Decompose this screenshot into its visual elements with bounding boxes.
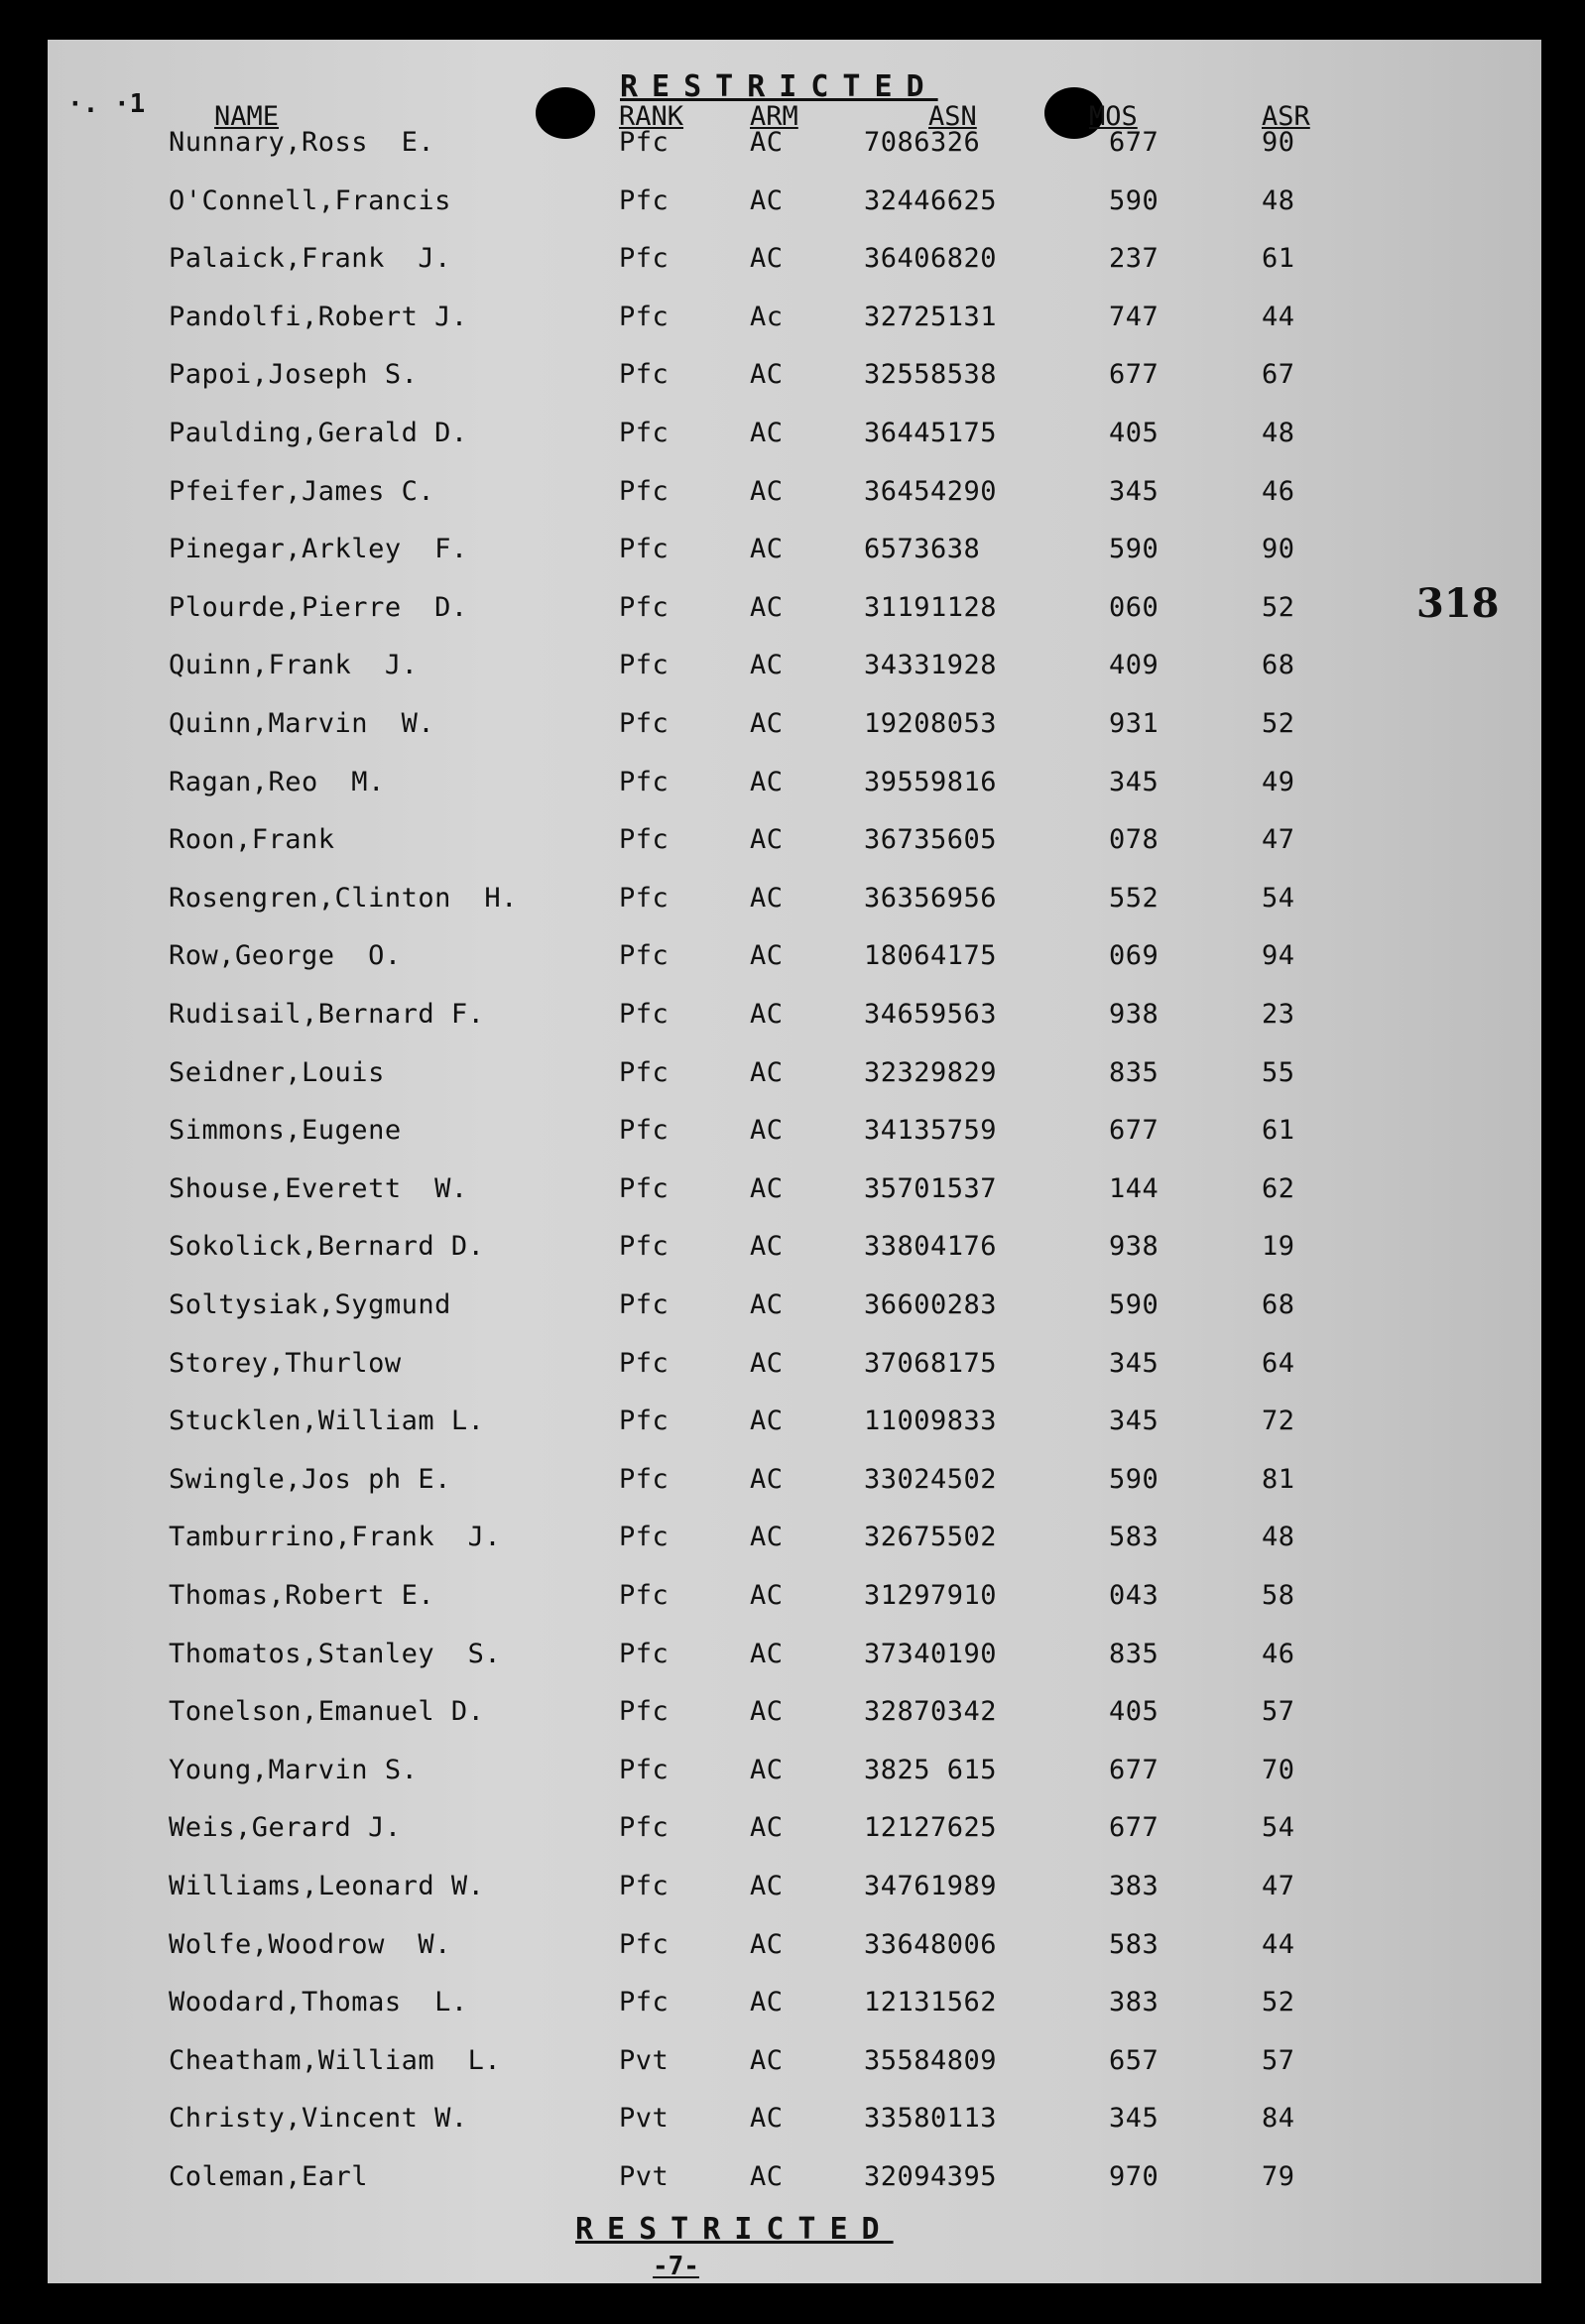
cell-rank: Pfc <box>619 359 670 391</box>
cell-asn: 19208053 <box>864 708 998 739</box>
cell-asr: 94 <box>1262 940 1295 972</box>
cell-arm: AC <box>750 1347 784 1379</box>
cell-asr: 48 <box>1262 1522 1295 1553</box>
table-row <box>48 2103 1541 2142</box>
cell-name: Papoi,Joseph S. <box>169 359 419 391</box>
cell-asr: 58 <box>1262 1580 1295 1611</box>
table-row <box>48 476 1541 516</box>
cell-mos: 345 <box>1109 475 1159 507</box>
cell-rank: Pfc <box>619 475 670 507</box>
cell-asn: 33648006 <box>864 1928 998 1960</box>
cell-arm: AC <box>750 1987 784 2018</box>
cell-rank: Pfc <box>619 1347 670 1379</box>
cell-asr: 46 <box>1262 475 1295 507</box>
cell-name: Shouse,Everett W. <box>169 1172 468 1204</box>
table-row <box>48 1812 1541 1852</box>
cell-rank: Pfc <box>619 1056 670 1088</box>
cell-mos: 970 <box>1109 2161 1159 2192</box>
table-row <box>48 1115 1541 1155</box>
table-row <box>48 883 1541 922</box>
cell-rank: Pfc <box>619 184 670 216</box>
cell-arm: AC <box>750 1289 784 1320</box>
cell-asn: 32558538 <box>864 359 998 391</box>
column-header-asn: ASN <box>928 101 977 132</box>
cell-name: Seidner,Louis <box>169 1056 385 1088</box>
cell-rank: Pfc <box>619 1172 670 1204</box>
cell-mos: 144 <box>1109 1172 1159 1204</box>
cell-asn: 35701537 <box>864 1172 998 1204</box>
cell-arm: AC <box>750 184 784 216</box>
table-row <box>48 1406 1541 1445</box>
cell-mos: 060 <box>1109 591 1159 623</box>
cell-mos: 835 <box>1109 1638 1159 1669</box>
cell-name: Young,Marvin S. <box>169 1754 419 1785</box>
cell-mos: 552 <box>1109 882 1159 914</box>
cell-asn: 32675502 <box>864 1522 998 1553</box>
cell-name: Stucklen,William L. <box>169 1406 485 1437</box>
cell-asr: 48 <box>1262 184 1295 216</box>
table-row <box>48 1289 1541 1329</box>
cell-rank: Pfc <box>619 1406 670 1437</box>
cell-arm: AC <box>750 1871 784 1901</box>
cell-asr: 67 <box>1262 359 1295 391</box>
cell-asn: 37340190 <box>864 1638 998 1669</box>
cell-mos: 345 <box>1109 1406 1159 1437</box>
table-row <box>48 1755 1541 1794</box>
cell-asn: 31191128 <box>864 591 998 623</box>
cell-rank: Pfc <box>619 1638 670 1669</box>
cell-rank: Pfc <box>619 1812 670 1844</box>
cell-asr: 47 <box>1262 824 1295 856</box>
cell-asr: 47 <box>1262 1871 1295 1901</box>
cell-asn: 33024502 <box>864 1463 998 1495</box>
table-row <box>48 1348 1541 1388</box>
cell-arm: AC <box>750 534 784 565</box>
cell-asn: 32094395 <box>864 2161 998 2192</box>
cell-name: Cheatham,William L. <box>169 2044 502 2076</box>
cell-name: Rudisail,Bernard F. <box>169 999 485 1030</box>
cell-mos: 677 <box>1109 1115 1159 1147</box>
cell-asn: 18064175 <box>864 940 998 972</box>
cell-rank: Pvt <box>619 2044 670 2076</box>
cell-arm: AC <box>750 1522 784 1553</box>
cell-name: Ragan,Reo M. <box>169 766 385 797</box>
cell-name: Pandolfi,Robert J. <box>169 301 468 332</box>
cell-name: Coleman,Earl <box>169 2161 369 2192</box>
cell-name: Quinn,Frank J. <box>169 650 419 681</box>
table-row <box>48 824 1541 864</box>
cell-asn: 12127625 <box>864 1812 998 1844</box>
cell-name: Swingle,Jos ph E. <box>169 1463 451 1495</box>
table-row <box>48 1173 1541 1213</box>
cell-asn: 7086326 <box>864 127 981 158</box>
cell-asn: 3825 615 <box>864 1754 998 1785</box>
cell-rank: Pfc <box>619 534 670 565</box>
cell-asn: 34761989 <box>864 1871 998 1901</box>
corner-marks: ·. ·1 <box>67 89 146 119</box>
cell-mos: 938 <box>1109 999 1159 1030</box>
cell-name: O'Connell,Francis <box>169 184 451 216</box>
cell-asn: 31297910 <box>864 1580 998 1611</box>
cell-asn: 34331928 <box>864 650 998 681</box>
table-row <box>48 999 1541 1039</box>
cell-mos: 583 <box>1109 1928 1159 1960</box>
cell-name: Pinegar,Arkley F. <box>169 534 468 565</box>
cell-asn: 34135759 <box>864 1115 998 1147</box>
cell-asr: 81 <box>1262 1463 1295 1495</box>
cell-name: Paulding,Gerald D. <box>169 418 468 448</box>
table-row <box>48 767 1541 806</box>
cell-rank: Pfc <box>619 301 670 332</box>
cell-asr: 49 <box>1262 766 1295 797</box>
cell-name: Wolfe,Woodrow W. <box>169 1928 451 1960</box>
table-row <box>48 1639 1541 1678</box>
cell-mos: 590 <box>1109 184 1159 216</box>
column-header-rank: RANK <box>619 101 684 132</box>
cell-name: Tamburrino,Frank J. <box>169 1522 502 1553</box>
cell-asr: 90 <box>1262 127 1295 158</box>
cell-mos: 931 <box>1109 708 1159 739</box>
cell-rank: Pfc <box>619 999 670 1030</box>
table-row <box>48 650 1541 689</box>
cell-name: Simmons,Eugene <box>169 1115 402 1147</box>
cell-mos: 590 <box>1109 1289 1159 1320</box>
cell-mos: 590 <box>1109 534 1159 565</box>
cell-asn: 6573638 <box>864 534 981 565</box>
cell-asr: 54 <box>1262 882 1295 914</box>
cell-rank: Pfc <box>619 1928 670 1960</box>
cell-asn: 36600283 <box>864 1289 998 1320</box>
cell-asn: 33804176 <box>864 1231 998 1263</box>
cell-rank: Pfc <box>619 1580 670 1611</box>
cell-arm: AC <box>750 475 784 507</box>
page-stamp-number: 318 <box>1416 580 1500 627</box>
cell-rank: Pvt <box>619 2161 670 2192</box>
cell-mos: 938 <box>1109 1231 1159 1263</box>
table-row <box>48 418 1541 457</box>
table-row <box>48 940 1541 980</box>
table-row <box>48 1522 1541 1561</box>
cell-asr: 46 <box>1262 1638 1295 1669</box>
cell-arm: AC <box>750 1231 784 1263</box>
column-header-arm: ARM <box>750 101 798 132</box>
cell-name: Rosengren,Clinton H. <box>169 882 518 914</box>
cell-rank: Pfc <box>619 650 670 681</box>
cell-asr: 61 <box>1262 243 1295 275</box>
table-row <box>48 708 1541 748</box>
cell-arm: AC <box>750 1696 784 1728</box>
cell-rank: Pfc <box>619 824 670 856</box>
cell-arm: AC <box>750 1928 784 1960</box>
table-row <box>48 1464 1541 1504</box>
cell-name: Pfeifer,James C. <box>169 475 435 507</box>
cell-rank: Pfc <box>619 1754 670 1785</box>
table-row <box>48 243 1541 283</box>
cell-arm: AC <box>750 882 784 914</box>
cell-mos: 069 <box>1109 940 1159 972</box>
cell-arm: AC <box>750 940 784 972</box>
cell-name: Christy,Vincent W. <box>169 2103 468 2135</box>
cell-arm: AC <box>750 824 784 856</box>
cell-asr: 70 <box>1262 1754 1295 1785</box>
cell-rank: Pfc <box>619 1289 670 1320</box>
cell-rank: Pfc <box>619 1463 670 1495</box>
cell-arm: AC <box>750 999 784 1030</box>
header-classification: RESTRICTED <box>620 69 938 104</box>
cell-rank: Pfc <box>619 1696 670 1728</box>
cell-asn: 35584809 <box>864 2044 998 2076</box>
cell-asn: 36445175 <box>864 418 998 448</box>
table-row <box>48 1871 1541 1910</box>
column-header-name: NAME <box>214 101 280 132</box>
cell-name: Roon,Frank <box>169 824 335 856</box>
cell-mos: 835 <box>1109 1056 1159 1088</box>
cell-asn: 33580113 <box>864 2103 998 2135</box>
cell-name: Nunnary,Ross E. <box>169 127 435 158</box>
cell-mos: 677 <box>1109 127 1159 158</box>
cell-asn: 34659563 <box>864 999 998 1030</box>
table-row <box>48 1987 1541 2026</box>
cell-asr: 57 <box>1262 2044 1295 2076</box>
cell-name: Sokolick,Bernard D. <box>169 1231 485 1263</box>
table-row <box>48 1580 1541 1620</box>
cell-rank: Pfc <box>619 127 670 158</box>
cell-rank: Pfc <box>619 1231 670 1263</box>
cell-name: Row,George O. <box>169 940 402 972</box>
cell-asr: 64 <box>1262 1347 1295 1379</box>
cell-mos: 409 <box>1109 650 1159 681</box>
cell-name: Storey,Thurlow <box>169 1347 402 1379</box>
cell-asr: 68 <box>1262 1289 1295 1320</box>
cell-asr: 52 <box>1262 708 1295 739</box>
cell-asr: 57 <box>1262 1696 1295 1728</box>
cell-asr: 19 <box>1262 1231 1295 1263</box>
page-number: -7- <box>653 2252 699 2281</box>
cell-arm: Ac <box>750 301 784 332</box>
cell-name: Plourde,Pierre D. <box>169 591 468 623</box>
cell-arm: AC <box>750 359 784 391</box>
cell-arm: AC <box>750 1056 784 1088</box>
cell-mos: 677 <box>1109 1812 1159 1844</box>
table-row <box>48 185 1541 225</box>
cell-arm: AC <box>750 2103 784 2135</box>
cell-mos: 405 <box>1109 1696 1159 1728</box>
cell-mos: 677 <box>1109 1754 1159 1785</box>
cell-asn: 32870342 <box>864 1696 998 1728</box>
cell-rank: Pfc <box>619 1987 670 2018</box>
table-row <box>48 592 1541 632</box>
table-row <box>48 302 1541 341</box>
cell-asr: 52 <box>1262 591 1295 623</box>
cell-arm: AC <box>750 418 784 448</box>
column-header-mos: MOS <box>1089 101 1138 132</box>
cell-mos: 345 <box>1109 1347 1159 1379</box>
cell-rank: Pfc <box>619 940 670 972</box>
cell-mos: 383 <box>1109 1987 1159 2018</box>
cell-rank: Pfc <box>619 1871 670 1901</box>
cell-asn: 32329829 <box>864 1056 998 1088</box>
cell-name: Williams,Leonard W. <box>169 1871 485 1901</box>
cell-asn: 36735605 <box>864 824 998 856</box>
cell-asr: 90 <box>1262 534 1295 565</box>
cell-asr: 23 <box>1262 999 1295 1030</box>
cell-name: Woodard,Thomas L. <box>169 1987 468 2018</box>
cell-mos: 043 <box>1109 1580 1159 1611</box>
cell-arm: AC <box>750 2161 784 2192</box>
cell-arm: AC <box>750 1754 784 1785</box>
cell-arm: AC <box>750 1115 784 1147</box>
cell-mos: 677 <box>1109 359 1159 391</box>
table-row <box>48 1696 1541 1736</box>
cell-arm: AC <box>750 650 784 681</box>
cell-arm: AC <box>750 708 784 739</box>
cell-mos: 383 <box>1109 1871 1159 1901</box>
cell-rank: Pvt <box>619 2103 670 2135</box>
cell-mos: 747 <box>1109 301 1159 332</box>
cell-arm: AC <box>750 243 784 275</box>
cell-asr: 54 <box>1262 1812 1295 1844</box>
cell-asn: 37068175 <box>864 1347 998 1379</box>
cell-asr: 61 <box>1262 1115 1295 1147</box>
table-row <box>48 127 1541 167</box>
cell-asn: 11009833 <box>864 1406 998 1437</box>
cell-mos: 657 <box>1109 2044 1159 2076</box>
cell-asr: 72 <box>1262 1406 1295 1437</box>
cell-asn: 36454290 <box>864 475 998 507</box>
cell-mos: 405 <box>1109 418 1159 448</box>
cell-arm: AC <box>750 591 784 623</box>
cell-asr: 68 <box>1262 650 1295 681</box>
cell-name: Weis,Gerard J. <box>169 1812 402 1844</box>
cell-arm: AC <box>750 1172 784 1204</box>
cell-asn: 32446625 <box>864 184 998 216</box>
cell-asr: 44 <box>1262 1928 1295 1960</box>
cell-asn: 39559816 <box>864 766 998 797</box>
cell-name: Palaick,Frank J. <box>169 243 451 275</box>
cell-arm: AC <box>750 766 784 797</box>
cell-asn: 12131562 <box>864 1987 998 2018</box>
cell-name: Soltysiak,Sygmund <box>169 1289 451 1320</box>
column-header-asr: ASR <box>1262 101 1310 132</box>
cell-rank: Pfc <box>619 1115 670 1147</box>
table-row <box>48 2045 1541 2085</box>
cell-asr: 55 <box>1262 1056 1295 1088</box>
cell-asr: 84 <box>1262 2103 1295 2135</box>
cell-asn: 32725131 <box>864 301 998 332</box>
cell-arm: AC <box>750 127 784 158</box>
table-row <box>48 359 1541 399</box>
cell-asn: 36356956 <box>864 882 998 914</box>
table-row <box>48 534 1541 573</box>
table-row <box>48 2161 1541 2201</box>
cell-asr: 52 <box>1262 1987 1295 2018</box>
cell-arm: AC <box>750 1812 784 1844</box>
cell-rank: Pfc <box>619 418 670 448</box>
cell-asn: 36406820 <box>864 243 998 275</box>
cell-mos: 345 <box>1109 2103 1159 2135</box>
cell-mos: 590 <box>1109 1463 1159 1495</box>
cell-arm: AC <box>750 1638 784 1669</box>
cell-rank: Pfc <box>619 708 670 739</box>
cell-arm: AC <box>750 1463 784 1495</box>
cell-asr: 62 <box>1262 1172 1295 1204</box>
cell-arm: AC <box>750 1406 784 1437</box>
cell-rank: Pfc <box>619 766 670 797</box>
cell-mos: 583 <box>1109 1522 1159 1553</box>
cell-name: Tonelson,Emanuel D. <box>169 1696 485 1728</box>
cell-rank: Pfc <box>619 882 670 914</box>
cell-rank: Pfc <box>619 243 670 275</box>
cell-arm: AC <box>750 1580 784 1611</box>
cell-asr: 79 <box>1262 2161 1295 2192</box>
table-row <box>48 1057 1541 1097</box>
cell-name: Thomatos,Stanley S. <box>169 1638 502 1669</box>
cell-rank: Pfc <box>619 591 670 623</box>
footer-classification: RESTRICTED <box>575 2212 894 2247</box>
cell-mos: 078 <box>1109 824 1159 856</box>
cell-rank: Pfc <box>619 1522 670 1553</box>
cell-mos: 237 <box>1109 243 1159 275</box>
cell-name: Thomas,Robert E. <box>169 1580 435 1611</box>
cell-asr: 44 <box>1262 301 1295 332</box>
document-page <box>48 40 1541 2283</box>
cell-asr: 48 <box>1262 418 1295 448</box>
table-row <box>48 1929 1541 1969</box>
cell-arm: AC <box>750 2044 784 2076</box>
cell-name: Quinn,Marvin W. <box>169 708 435 739</box>
cell-mos: 345 <box>1109 766 1159 797</box>
table-row <box>48 1231 1541 1271</box>
